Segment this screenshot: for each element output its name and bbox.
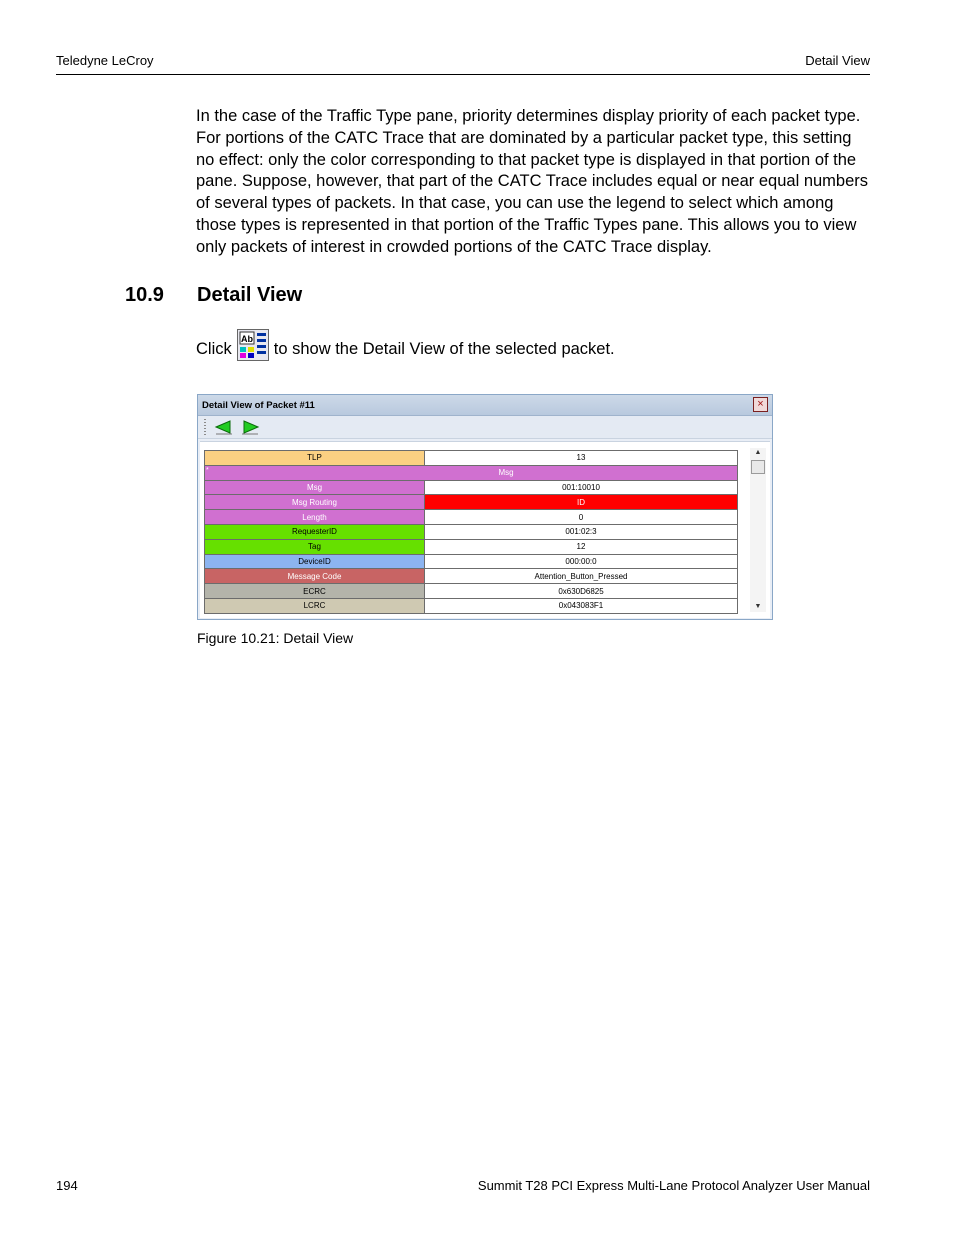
table-row[interactable]	[205, 495, 738, 510]
table-row[interactable]	[205, 569, 738, 584]
scroll-thumb[interactable]	[751, 460, 765, 474]
window-title: Detail View of Packet #11	[202, 400, 315, 411]
row-marker: *	[206, 466, 209, 474]
field-value: 0x043083F1	[425, 598, 738, 613]
table-row[interactable]	[205, 539, 738, 554]
field-value: ID	[425, 495, 738, 510]
field-value: 001:02:3	[425, 524, 738, 539]
detail-view-icon[interactable]	[237, 329, 269, 361]
section-title: Detail View	[197, 284, 303, 306]
field-value: 13	[425, 451, 738, 466]
footer-page-number: 194	[56, 1178, 78, 1193]
field-label: Msg	[205, 480, 425, 495]
scroll-up-icon[interactable]: ▲	[754, 449, 762, 456]
header-right: Detail View	[805, 53, 870, 68]
table-row[interactable]	[205, 598, 738, 613]
field-label: Message Code	[205, 569, 425, 584]
field-value: 12	[425, 539, 738, 554]
field-value: 0x630D6825	[425, 584, 738, 599]
group-row-cell[interactable]	[205, 465, 738, 480]
field-value: 000:00:0	[425, 554, 738, 569]
section-number: 10.9	[125, 284, 164, 306]
figure-caption: Figure 10.21: Detail View	[197, 630, 354, 646]
body-paragraph: In the case of the Traffic Type pane, priority determines display priority of each packet type. For portions of the CATC Trace that are dominated by a particular packet type, this setting no effect: only the color corresponding to that packet type is displayed in that portion of the pane. Suppose, however, that part of the CATC Trace includes equal or near equal numbers of several types of packets. In that case, you can use the legend to select which among those types is represented in that portion of the Traffic Types pane. This allows you to view only packets of interest in crowded portions of the CATC Trace display.	[196, 107, 869, 256]
field-label: ECRC	[205, 584, 425, 599]
field-value: 001:10010	[425, 480, 738, 495]
toolbar-grip[interactable]	[204, 419, 206, 435]
field-label: Length	[205, 510, 425, 525]
field-label: LCRC	[205, 598, 425, 613]
section-heading	[125, 284, 302, 307]
window-titlebar[interactable]	[198, 395, 772, 416]
back-arrow-icon[interactable]	[214, 419, 234, 435]
detail-grid-area	[200, 441, 770, 618]
field-label: Msg	[498, 468, 514, 478]
field-label: TLP	[205, 451, 425, 466]
window-toolbar	[198, 416, 772, 439]
click-text-after: to show the Detail View of the selected packet.	[273, 339, 615, 358]
table-row[interactable]	[205, 524, 738, 539]
detail-grid	[204, 450, 738, 614]
field-label: RequesterID	[205, 524, 425, 539]
click-instruction	[196, 333, 615, 365]
svg-text:Ab: Ab	[240, 334, 253, 344]
field-value: Attention_Button_Pressed	[425, 569, 738, 584]
click-text-before: Click	[196, 339, 232, 358]
table-row[interactable]	[205, 554, 738, 569]
forward-arrow-icon[interactable]	[240, 419, 260, 435]
footer-title: Summit T28 PCI Express Multi-Lane Protocol Analyzer User Manual	[477, 1178, 870, 1193]
scroll-down-icon[interactable]: ▼	[754, 603, 762, 610]
vertical-scrollbar[interactable]	[750, 448, 766, 612]
table-row[interactable]	[205, 510, 738, 525]
field-label: Msg Routing	[205, 495, 425, 510]
table-row[interactable]	[205, 465, 738, 480]
close-icon[interactable]: ×	[753, 397, 768, 412]
table-row[interactable]	[205, 584, 738, 599]
field-value: 0	[425, 510, 738, 525]
header-left: Teledyne LeCroy	[56, 53, 154, 68]
table-row[interactable]	[205, 451, 738, 466]
header-rule	[56, 74, 870, 75]
field-label: DeviceID	[205, 554, 425, 569]
detail-view-window	[197, 394, 773, 620]
field-label: Tag	[205, 539, 425, 554]
table-row[interactable]	[205, 480, 738, 495]
